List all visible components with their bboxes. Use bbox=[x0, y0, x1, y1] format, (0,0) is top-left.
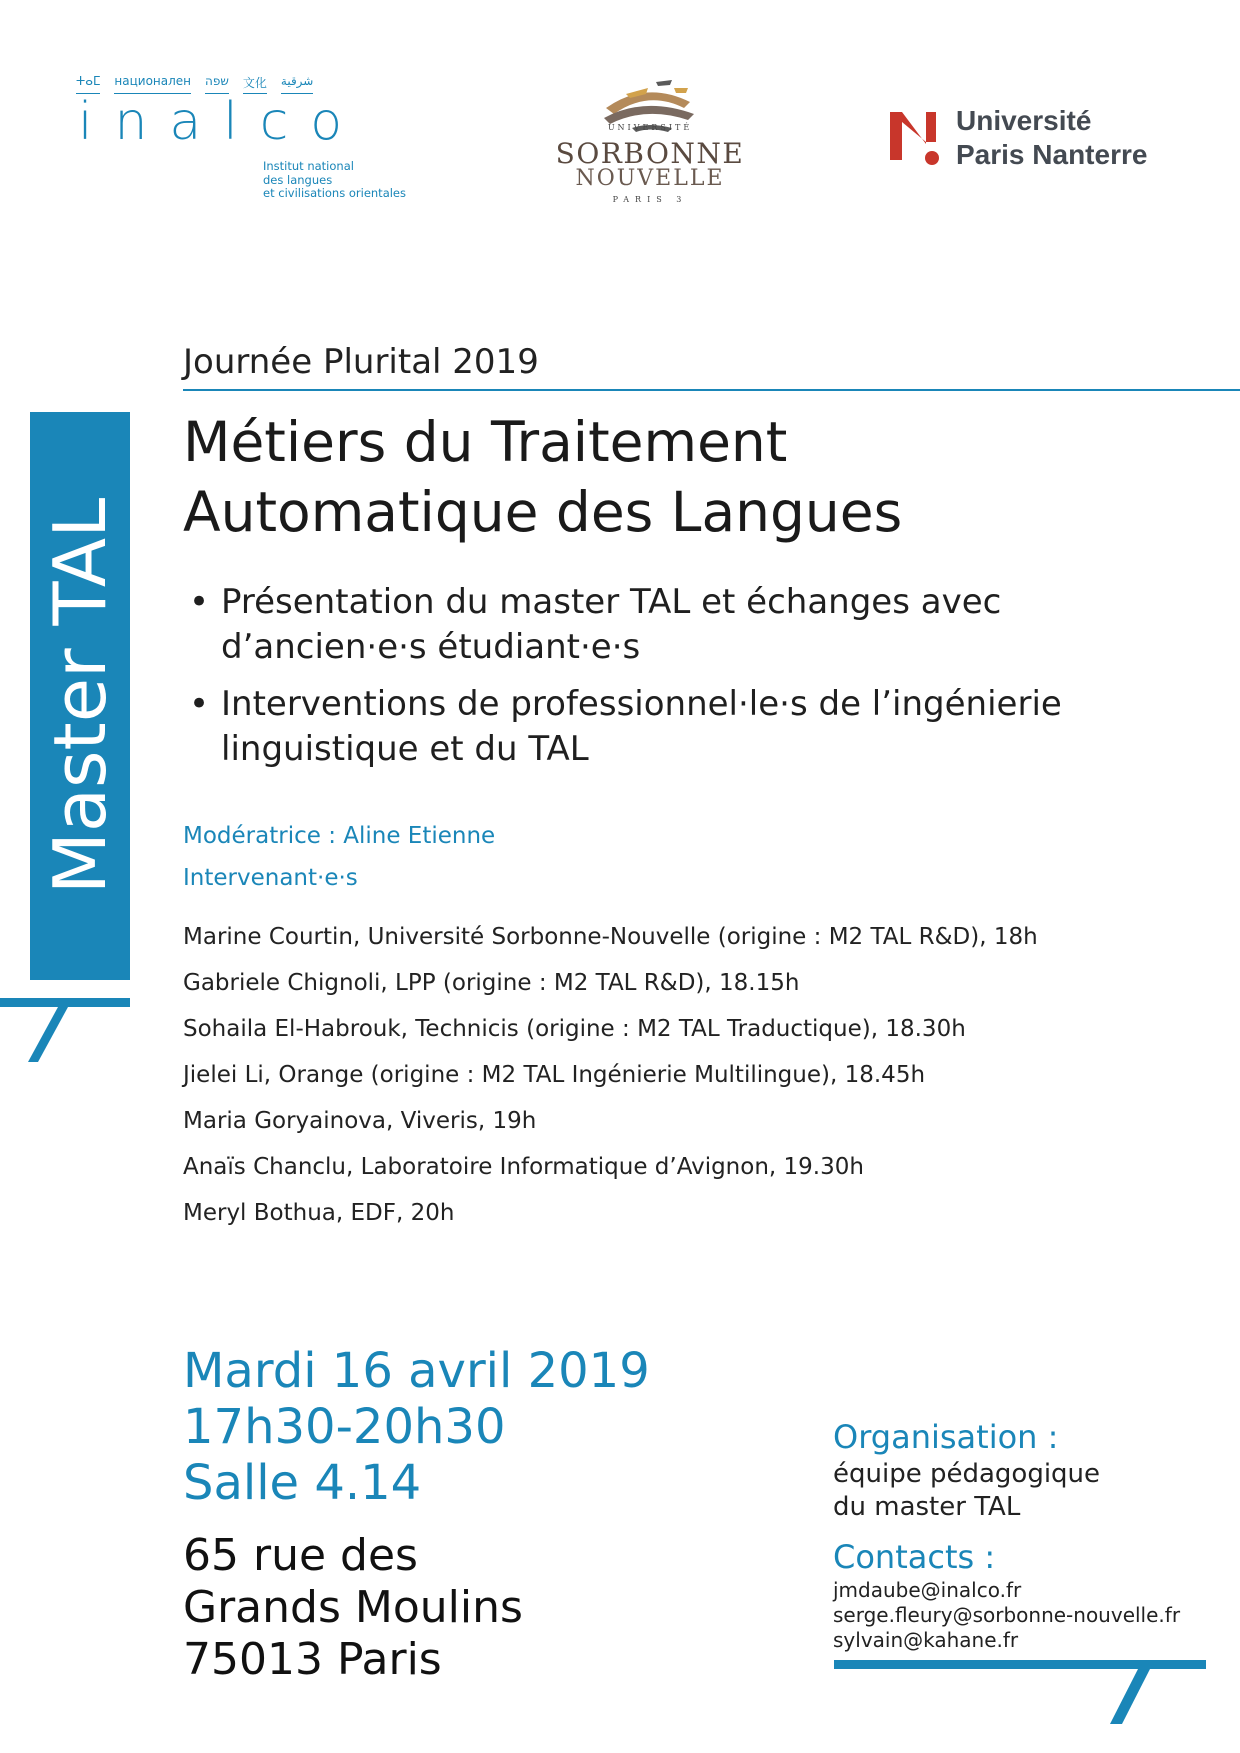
organisation-heading: Organisation : bbox=[833, 1418, 1059, 1456]
event-date: Mardi 16 avril 2019 bbox=[183, 1343, 650, 1399]
inalco-script-1: национален bbox=[114, 74, 191, 94]
moderator: Modératrice : Aline Etienne bbox=[183, 823, 496, 849]
bullet-item: • Présentation du master TAL et échanges avec d’ancien·e·s étudiant·e·s bbox=[183, 580, 1183, 670]
title-line: Métiers du Traitement bbox=[183, 410, 788, 474]
inalco-scripts bbox=[76, 74, 376, 94]
speaker-item: Marine Courtin, Université Sorbonne-Nouvelle (origine : M2 TAL R&D), 18h bbox=[183, 924, 1038, 950]
address-line: 75013 Paris bbox=[183, 1634, 442, 1685]
inalco-script-2: שפה bbox=[205, 74, 229, 94]
inalco-subtitle-line: Institut national bbox=[263, 159, 354, 173]
event-room: Salle 4.14 bbox=[183, 1455, 422, 1511]
contacts-list bbox=[833, 1578, 1180, 1653]
sorbonne-universite: UNIVERSITÉ bbox=[607, 123, 693, 132]
schedule bbox=[183, 1343, 650, 1511]
inalco-script-0: ⵜⴰⵎ bbox=[76, 74, 100, 94]
event-title bbox=[183, 407, 1183, 547]
sorbonne-city: PARIS 3 bbox=[612, 195, 688, 204]
address-line: Grands Moulins bbox=[183, 1582, 523, 1633]
speakers-list bbox=[183, 922, 1183, 1244]
speaker-item: Jielei Li, Orange (origine : M2 TAL Ingénierie Multilingue), 18.45h bbox=[183, 1062, 926, 1088]
event-kicker: Journée Plurital 2019 bbox=[183, 342, 539, 382]
bottom-decoration-icon bbox=[832, 1652, 1216, 1753]
inalco-logo: inalco bbox=[78, 92, 365, 152]
contact-email[interactable]: serge.fleury@sorbonne-nouvelle.fr bbox=[833, 1603, 1181, 1627]
speaker-item: Meryl Bothua, EDF, 20h bbox=[183, 1200, 455, 1226]
organisation-text bbox=[833, 1458, 1100, 1524]
sorbonne-name: SORBONNE bbox=[555, 137, 745, 170]
title-line: Automatique des Langues bbox=[183, 480, 903, 544]
nanterre-line-1: Université bbox=[956, 105, 1092, 136]
bullet-item: • Interventions de professionnel·le·s de l’ingénierie linguistique et du TAL bbox=[183, 682, 1183, 772]
address bbox=[183, 1530, 523, 1686]
inalco-script-4: شرقية bbox=[281, 74, 313, 94]
contacts-heading: Contacts : bbox=[833, 1538, 996, 1576]
kicker-divider bbox=[183, 389, 1240, 391]
inalco-subtitle-line: des langues bbox=[263, 172, 333, 187]
inalco-subtitle bbox=[263, 160, 463, 201]
speakers-heading: Intervenant·e·s bbox=[183, 865, 358, 891]
contact-email[interactable]: sylvain@kahane.fr bbox=[833, 1628, 1019, 1652]
speaker-item: Maria Goryainova, Viveris, 19h bbox=[183, 1108, 537, 1134]
speaker-item: Gabriele Chignoli, LPP (origine : M2 TAL R&D), 18.15h bbox=[183, 970, 800, 996]
speaker-item: Sohaila El-Habrouk, Technicis (origine : M2 TAL Traductique), 18.30h bbox=[183, 1016, 966, 1042]
address-line: 65 rue des bbox=[183, 1530, 418, 1581]
organisation-line: du master TAL bbox=[833, 1492, 1021, 1522]
inalco-script-3: 文化 bbox=[243, 74, 267, 94]
contact-email[interactable]: jmdaube@inalco.fr bbox=[833, 1578, 1022, 1602]
organisation-line: équipe pédagogique bbox=[833, 1459, 1101, 1489]
inalco-subtitle-line: et civilisations orientales bbox=[263, 186, 407, 200]
nanterre-wordmark bbox=[956, 104, 1147, 172]
nanterre-logo-icon bbox=[888, 108, 948, 170]
event-time: 17h30-20h30 bbox=[183, 1399, 506, 1455]
side-decoration-icon bbox=[0, 990, 140, 1070]
side-banner-label: Master TAL bbox=[38, 497, 122, 895]
speaker-item: Anaïs Chanclu, Laboratoire Informatique d’Avignon, 19.30h bbox=[183, 1154, 864, 1180]
sorbonne-name-2: NOUVELLE bbox=[575, 166, 725, 191]
nanterre-line-2: Paris Nanterre bbox=[956, 139, 1148, 170]
event-bullets bbox=[183, 580, 1183, 784]
